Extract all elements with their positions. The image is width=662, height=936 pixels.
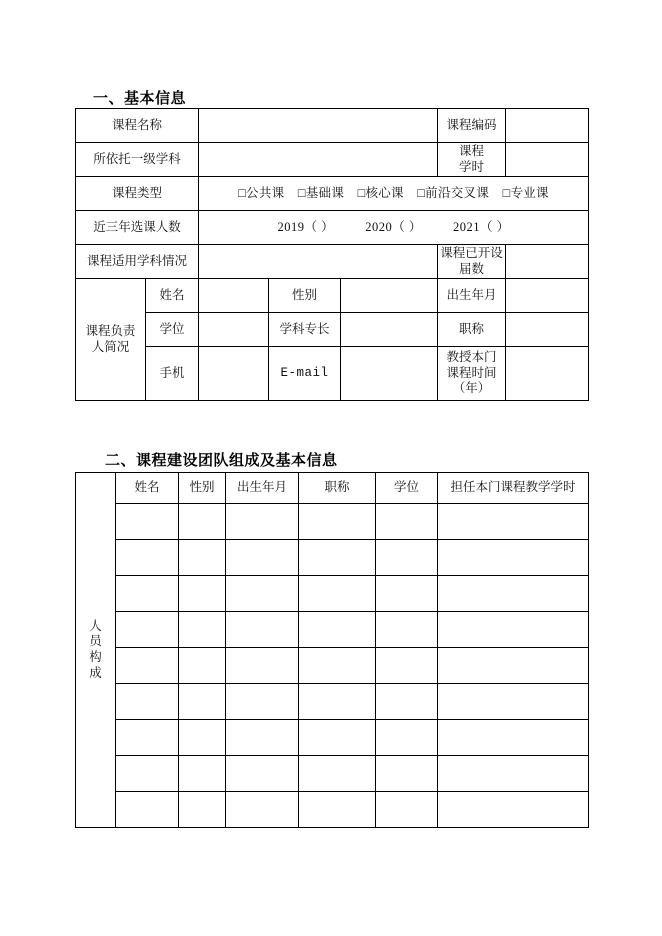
label-leader-gender: 性别: [269, 279, 341, 313]
cell-birth-date[interactable]: [226, 792, 299, 828]
table-row: [76, 245, 589, 279]
table-row: [76, 756, 589, 792]
cell-teaching-hours[interactable]: [438, 540, 589, 576]
field-course-hours[interactable]: [506, 143, 589, 177]
enrollment-2019[interactable]: 2019（ ）: [277, 219, 335, 234]
cell-teaching-hours[interactable]: [438, 648, 589, 684]
label-applicable-disciplines: 课程适用学科情况: [76, 245, 199, 279]
cell-title[interactable]: [299, 792, 376, 828]
label-personnel-char-4: 成: [89, 665, 102, 680]
label-leader-birth-date: 出生年月: [438, 279, 506, 313]
cell-degree[interactable]: [376, 504, 438, 540]
cell-degree[interactable]: [376, 540, 438, 576]
column-header-degree: 学位: [376, 473, 438, 504]
cell-degree[interactable]: [376, 576, 438, 612]
cell-name[interactable]: [116, 684, 179, 720]
table-row: [76, 177, 589, 211]
field-leader-degree[interactable]: [199, 313, 269, 347]
cell-title[interactable]: [299, 504, 376, 540]
cell-name[interactable]: [116, 648, 179, 684]
cell-name[interactable]: [116, 720, 179, 756]
column-header-gender: 性别: [179, 473, 226, 504]
cell-birth-date[interactable]: [226, 648, 299, 684]
cell-name[interactable]: [116, 540, 179, 576]
checkbox-option-core[interactable]: □核心课: [357, 185, 404, 200]
cell-gender[interactable]: [179, 576, 226, 612]
cell-gender[interactable]: [179, 540, 226, 576]
field-leader-mobile[interactable]: [199, 347, 269, 401]
column-header-title: 职称: [299, 473, 376, 504]
checkbox-option-public[interactable]: □公共课: [238, 185, 285, 200]
label-sessions-held-line2: 届数: [459, 261, 485, 276]
table-row: [76, 211, 589, 245]
table-row: [76, 143, 589, 177]
section-heading-basic-info: 一、基本信息: [93, 90, 187, 107]
cell-gender[interactable]: [179, 648, 226, 684]
cell-title[interactable]: [299, 576, 376, 612]
cell-teaching-hours[interactable]: [438, 504, 589, 540]
cell-gender[interactable]: [179, 684, 226, 720]
field-leader-gender[interactable]: [341, 279, 438, 313]
label-course-type: 课程类型: [76, 177, 199, 211]
cell-name[interactable]: [116, 576, 179, 612]
label-leader-profile-line2: 人简况: [91, 339, 130, 354]
cell-teaching-hours[interactable]: [438, 576, 589, 612]
cell-birth-date[interactable]: [226, 756, 299, 792]
cell-degree[interactable]: [376, 756, 438, 792]
cell-title[interactable]: [299, 612, 376, 648]
cell-teaching-hours[interactable]: [438, 792, 589, 828]
column-header-birth-date: 出生年月: [226, 473, 299, 504]
label-course-hours-line1: 课程: [459, 143, 485, 158]
cell-teaching-hours[interactable]: [438, 612, 589, 648]
label-personnel-char-3: 构: [89, 650, 102, 664]
label-leader-profile: [76, 279, 146, 401]
cell-name[interactable]: [116, 612, 179, 648]
cell-birth-date[interactable]: [226, 540, 299, 576]
course-type-options: [199, 177, 589, 211]
cell-birth-date[interactable]: [226, 720, 299, 756]
table-header-row: [76, 473, 589, 504]
cell-gender[interactable]: [179, 792, 226, 828]
label-leader-profile-line1: 课程负责: [85, 323, 136, 338]
table-row: [76, 648, 589, 684]
label-personnel-char-1: 人: [89, 618, 102, 633]
field-leader-specialty[interactable]: [341, 313, 438, 347]
label-course-name: 课程名称: [76, 109, 199, 143]
enrollment-year-fields: [199, 211, 589, 245]
cell-name[interactable]: [116, 504, 179, 540]
label-course-code: 课程编码: [438, 109, 506, 143]
table-row: [76, 684, 589, 720]
cell-birth-date[interactable]: [226, 684, 299, 720]
label-teaching-years-line3: （年）: [452, 381, 491, 396]
table-row: [76, 540, 589, 576]
field-leader-birth-date[interactable]: [506, 279, 589, 313]
field-course-code[interactable]: [506, 109, 589, 143]
field-leader-title[interactable]: [506, 313, 589, 347]
label-course-hours: [438, 143, 506, 177]
table-row: [76, 279, 589, 313]
checkbox-option-frontier-interdisciplinary[interactable]: □前沿交叉课: [417, 185, 490, 200]
table-row: [76, 347, 589, 401]
field-teaching-years[interactable]: [506, 347, 589, 401]
cell-title[interactable]: [299, 648, 376, 684]
cell-title[interactable]: [299, 540, 376, 576]
table-row: [76, 612, 589, 648]
enrollment-2020[interactable]: 2020（ ）: [365, 219, 422, 234]
label-leader-specialty: 学科专长: [269, 313, 341, 347]
label-leader-degree: 学位: [146, 313, 199, 347]
basic-info-table: [75, 108, 589, 401]
cell-birth-date[interactable]: [226, 576, 299, 612]
cell-teaching-hours[interactable]: [438, 756, 589, 792]
cell-name[interactable]: [116, 792, 179, 828]
label-teaching-years-line2: 课程时间: [446, 365, 497, 380]
checkbox-option-professional[interactable]: □专业课: [502, 185, 549, 200]
table-row: [76, 504, 589, 540]
label-leader-name: 姓名: [146, 279, 199, 313]
section-heading-team-info: 二、课程建设团队组成及基本信息: [105, 452, 338, 469]
cell-birth-date[interactable]: [226, 612, 299, 648]
label-leader-mobile: 手机: [146, 347, 199, 401]
label-discipline: 所依托一级学科: [76, 143, 199, 177]
cell-name[interactable]: [116, 756, 179, 792]
team-composition-table: [75, 472, 589, 828]
cell-gender[interactable]: [179, 720, 226, 756]
cell-title[interactable]: [299, 756, 376, 792]
label-leader-email: E-mail: [269, 347, 341, 401]
checkbox-option-foundation[interactable]: □基础课: [297, 185, 345, 200]
cell-gender[interactable]: [179, 756, 226, 792]
cell-gender[interactable]: [179, 504, 226, 540]
field-course-name[interactable]: [199, 109, 438, 143]
field-sessions-held[interactable]: [506, 245, 589, 279]
cell-birth-date[interactable]: [226, 504, 299, 540]
cell-gender[interactable]: [179, 612, 226, 648]
cell-title[interactable]: [299, 684, 376, 720]
field-leader-email[interactable]: [341, 347, 438, 401]
column-header-name: 姓名: [116, 473, 179, 504]
field-applicable-disciplines[interactable]: [199, 245, 438, 279]
label-personnel-composition: [76, 473, 116, 828]
column-header-teaching-hours: 担任本门课程教学学时: [438, 473, 589, 504]
cell-degree[interactable]: [376, 612, 438, 648]
table-row: [76, 792, 589, 828]
table-row: [76, 720, 589, 756]
field-leader-name[interactable]: [199, 279, 269, 313]
label-course-hours-line2: 学时: [459, 159, 485, 174]
table-row: [76, 109, 589, 143]
cell-title[interactable]: [299, 720, 376, 756]
label-sessions-held-line1: 课程已开设: [440, 245, 503, 260]
enrollment-2021[interactable]: 2021（ ）: [452, 219, 510, 234]
table-row: [76, 313, 589, 347]
cell-degree[interactable]: [376, 684, 438, 720]
cell-degree[interactable]: [376, 792, 438, 828]
cell-teaching-hours[interactable]: [438, 720, 589, 756]
cell-teaching-hours[interactable]: [438, 684, 589, 720]
field-discipline[interactable]: [199, 143, 438, 177]
table-row: [76, 576, 589, 612]
cell-degree[interactable]: [376, 720, 438, 756]
cell-degree[interactable]: [376, 648, 438, 684]
label-enrollment-3y: 近三年选课人数: [76, 211, 199, 245]
label-teaching-years: [438, 347, 506, 401]
label-personnel-char-2: 员: [89, 634, 102, 649]
label-teaching-years-line1: 教授本门: [446, 350, 497, 365]
label-leader-title: 职称: [438, 313, 506, 347]
label-sessions-held: [438, 245, 506, 279]
